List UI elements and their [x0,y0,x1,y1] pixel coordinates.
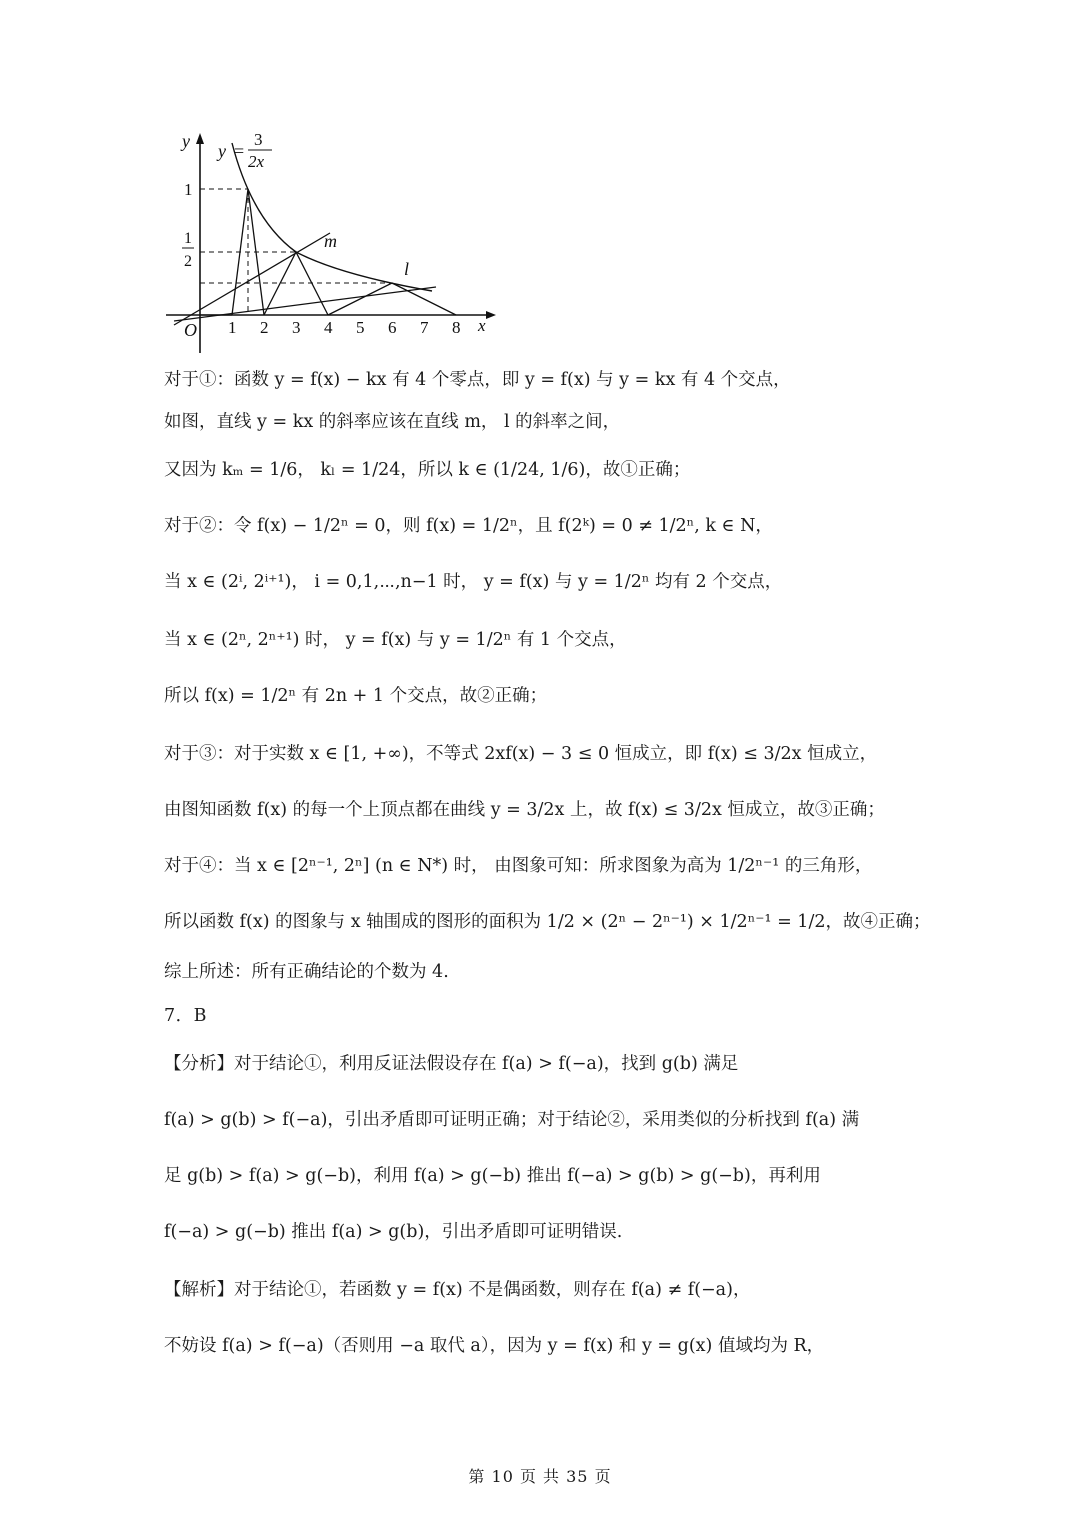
text-line-3: 又因为 kₘ = 1/6， kₗ = 1/24，所以 k ∈ (1/24, 1/6)，故①正确； [164,460,691,480]
function-graph-figure [160,125,500,360]
curve-label-eq: = [234,141,245,161]
origin-label: O [184,320,197,340]
analysis-line-3: 足 g(b) > f(a) > g(−b)，利用 f(a) > g(−b) 推出 f(−a) > g(b) > g(−b)，再利用 [164,1166,821,1186]
x-tick-8: 8 [452,318,461,337]
x-tick-1: 1 [228,318,237,337]
solution-line-1: 【解析】对于结论①，若函数 y = f(x) 不是偶函数，则存在 f(a) ≠ f(−a)， [164,1280,751,1300]
question-7-answer: 7．B [164,1006,207,1026]
page-footer: 第 10 页 共 35 页 [468,1467,612,1486]
text-line-12: 综上所述：所有正确结论的个数为 4. [164,962,449,982]
y-axis-label: y [182,131,190,151]
x-tick-3: 3 [292,318,301,337]
solution-line-2: 不妨设 f(a) > f(−a)（否则用 −a 取代 a），因为 y = f(x) 和 y = g(x) 值域均为 R， [164,1336,825,1356]
text-line-5: 当 x ∈ (2ⁱ, 2ⁱ⁺¹)， i = 0,1,⋯,n−1 时， y = f(x) 与 y = 1/2ⁿ 均有 2 个交点， [164,572,783,592]
line-l [174,287,436,321]
y-tick-half-den: 2 [184,253,192,270]
x-tick-6: 6 [388,318,397,337]
text-line-11: 所以函数 f(x) 的图象与 x 轴围成的图形的面积为 1/2 × (2ⁿ − 2ⁿ⁻¹) × 1/2ⁿ⁻¹ = 1/2，故④正确； [164,912,931,932]
text-line-8: 对于③：对于实数 x ∈ [1, +∞)，不等式 2xf(x) − 3 ≤ 0 恒成立，即 f(x) ≤ 3/2x 恒成立， [164,744,878,764]
function-graph-svg [160,125,500,360]
x-axis-label: x [478,316,486,335]
x-tick-5: 5 [356,318,365,337]
text-line-7: 所以 f(x) = 1/2ⁿ 有 2n + 1 个交点，故②正确； [164,686,548,706]
analysis-line-1: 【分析】对于结论①，利用反证法假设存在 f(a) > f(−a)，找到 g(b) 满足 [164,1054,739,1074]
text-line-2: 如图，直线 y = kx 的斜率应该在直线 m， l 的斜率之间， [164,412,621,432]
text-line-10: 对于④：当 x ∈ [2ⁿ⁻¹, 2ⁿ] (n ∈ N*) 时， 由图象可知：所求图象为高为 1/2ⁿ⁻¹ 的三角形， [164,856,873,876]
line-m-label: m [324,231,337,251]
text-line-6: 当 x ∈ (2ⁿ, 2ⁿ⁺¹) 时， y = f(x) 与 y = 1/2ⁿ 有 1 个交点， [164,630,627,650]
x-axis-arrow [486,311,496,319]
line-l-label: l [404,259,410,279]
x-tick-2: 2 [260,318,269,337]
x-tick-7: 7 [420,318,429,337]
y-tick-half-num: 1 [184,230,192,247]
text-line-1: 对于①：函数 y = f(x) − kx 有 4 个零点，即 y = f(x) 与 y = kx 有 4 个交点， [164,370,791,390]
y-tick-1: 1 [184,180,193,199]
y-axis-arrow [196,133,204,144]
x-tick-4: 4 [324,318,333,337]
text-line-4: 对于②：令 f(x) − 1/2ⁿ = 0，则 f(x) = 1/2ⁿ，且 f(2ᵏ) = 0 ≠ 1/2ⁿ, k ∈ N， [164,516,773,536]
analysis-line-2: f(a) > g(b) > f(−a)，引出矛盾即可证明正确；对于结论②，采用类似的分析找到 f(a) 满 [164,1110,860,1130]
analysis-line-4: f(−a) > g(−b) 推出 f(a) > g(b)，引出矛盾即可证明错误. [164,1222,623,1242]
curve-label-y: y [218,141,226,161]
curve-label-num: 3 [254,130,263,149]
text-line-9: 由图知函数 f(x) 的每一个上顶点都在曲线 y = 3/2x 上，故 f(x) ≤ 3/2x 恒成立，故③正确； [164,800,885,820]
curve-label-den: 2x [248,152,265,171]
